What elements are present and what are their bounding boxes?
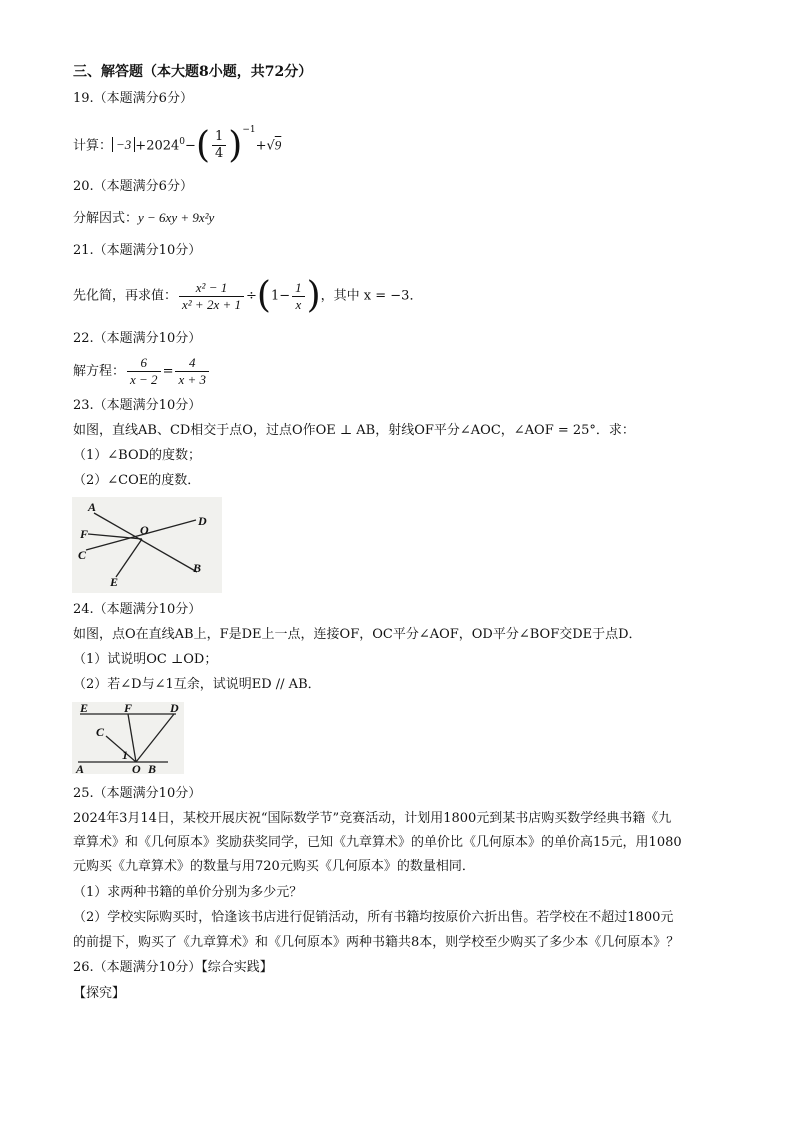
q19-frac-den: 4 [214, 146, 224, 162]
q22-rden: x + 3 [178, 372, 207, 387]
paren-close: ) [228, 124, 243, 166]
q26-subheading: 【探究】 [73, 986, 126, 1001]
ray-oc [106, 736, 136, 762]
q23-part2: （2）∠COE的度数． [73, 473, 201, 488]
label-b: B [148, 762, 157, 774]
q23-header: 23.（本题满分10分） [73, 398, 202, 413]
q20-expr: y − 6xy + 9x²y [138, 210, 215, 225]
q24-part1: （1）试说明OC ⊥OD； [73, 652, 218, 667]
q22-header: 22.（本题满分10分） [73, 331, 202, 346]
q21-expression [73, 274, 422, 319]
q24-part2: （2）若∠D与∠1互余，试说明ED // AB． [73, 677, 321, 692]
q22-right-fraction [175, 355, 209, 388]
q26-header: 26.（本题满分10分）【综合实践】 [73, 960, 273, 975]
q23-stem: 如图，直线AB、CD相交于点O，过点O作OE ⊥ AB，射线OF平分∠AOC，∠AOF = 25°．求： [73, 423, 635, 438]
q25-stem-line2: 章算术》和《几何原本》奖励获奖同学，已知《九章算术》的单价比《几何原本》的单价高15元，用1080 [73, 835, 682, 850]
q22-lead: 解方程： [73, 364, 126, 379]
q19-abs: −3 [112, 137, 135, 152]
sqrt-icon: √ [266, 138, 275, 154]
q21-in-num: 1 [292, 280, 305, 297]
q19-header: 19.（本题满分6分） [73, 91, 193, 106]
q20-lead: 分解因式： [73, 211, 139, 226]
q22-equation [73, 352, 211, 392]
label-angle-1: 1 [122, 748, 128, 762]
q25-part1: （1）求两种书籍的单价分别为多少元？ [73, 885, 303, 900]
q19-minus: − [185, 138, 196, 154]
label-b: B [193, 561, 202, 575]
q23-figure [72, 497, 222, 593]
q21-den: x² + 2x + 1 [182, 296, 241, 312]
label-c: C [78, 548, 87, 562]
q21-header: 21.（本题满分10分） [73, 243, 202, 258]
q19-frac-num: 1 [212, 129, 226, 146]
segment-od [136, 714, 174, 762]
q19-radicand: 9 [274, 137, 282, 153]
label-o: O [132, 762, 141, 774]
q22-lden: x − 2 [130, 372, 158, 387]
paren-open: ( [195, 124, 210, 166]
q19-fraction [212, 129, 226, 162]
q24-header: 24.（本题满分10分） [73, 602, 202, 617]
label-a: A [88, 500, 97, 514]
label-d: D [198, 514, 207, 528]
q21-tail: ，其中 x = −3． [320, 288, 423, 304]
ray-oe [116, 539, 142, 577]
label-a: A [76, 762, 85, 774]
q24-figure [72, 702, 184, 774]
q19-neg-exp: −1 [242, 125, 256, 135]
q21-in-den: x [295, 296, 302, 312]
q21-fraction [179, 280, 244, 313]
segment-of [128, 714, 136, 762]
q22-rnum: 4 [175, 355, 209, 372]
label-o: O [140, 523, 149, 537]
section-title: 三、解答题（本大题8小题，共72分） [73, 64, 313, 80]
q19-expression [73, 122, 281, 166]
label-d: D [170, 702, 179, 715]
q25-part2-line2: 的前提下，购买了《九章算术》和《几何原本》两种书籍共8本，则学校至少购买了多少本《几何原本》？ [73, 935, 680, 950]
paren-close: ) [306, 275, 321, 316]
q21-lead: 先化简，再求值： [73, 288, 178, 304]
paren-open: ( [256, 275, 271, 316]
q21-div: ÷ [246, 288, 257, 304]
q25-header: 25.（本题满分10分） [73, 786, 202, 801]
q25-stem-line3: 元购买《九章算术》的数量与用720元购买《几何原本》的数量相同． [73, 859, 475, 874]
q19-exp0: 0 [179, 137, 186, 147]
q21-one-minus: 1− [270, 288, 291, 304]
line-ab [94, 513, 197, 572]
q21-num: x² − 1 [179, 280, 244, 297]
q19-plus2: + [255, 138, 267, 154]
q23-part1: （1）∠BOD的度数； [73, 448, 202, 463]
q19-plus: + [135, 138, 147, 154]
q22-left-fraction [127, 355, 161, 388]
label-f: F [80, 527, 89, 541]
label-e: E [80, 702, 89, 715]
label-c: C [96, 725, 105, 739]
q20-header: 20.（本题满分6分） [73, 179, 193, 194]
q19-lead: 计算： [73, 138, 113, 154]
q24-stem: 如图，点O在直线AB上，F是DE上一点，连接OF，OC平分∠AOF，OD平分∠BOF交DE于点D． [73, 627, 642, 642]
q22-eq: = [162, 364, 174, 379]
label-f: F [124, 702, 133, 715]
label-e: E [110, 575, 119, 589]
q21-inner-fraction [292, 280, 305, 313]
q25-part2-line1: （2）学校实际购买时，恰逢该书店进行促销活动，所有书籍均按原价六折出售。若学校在不超过1800元 [73, 910, 674, 925]
q25-stem-line1: 2024年3月14日，某校开展庆祝“国际数学节”竞赛活动，计划用1800元到某书店购买数学经典书籍《九 [73, 811, 672, 826]
q19-base: 2024 [146, 138, 180, 154]
q20-line [73, 209, 214, 228]
q22-lnum: 6 [127, 355, 161, 372]
